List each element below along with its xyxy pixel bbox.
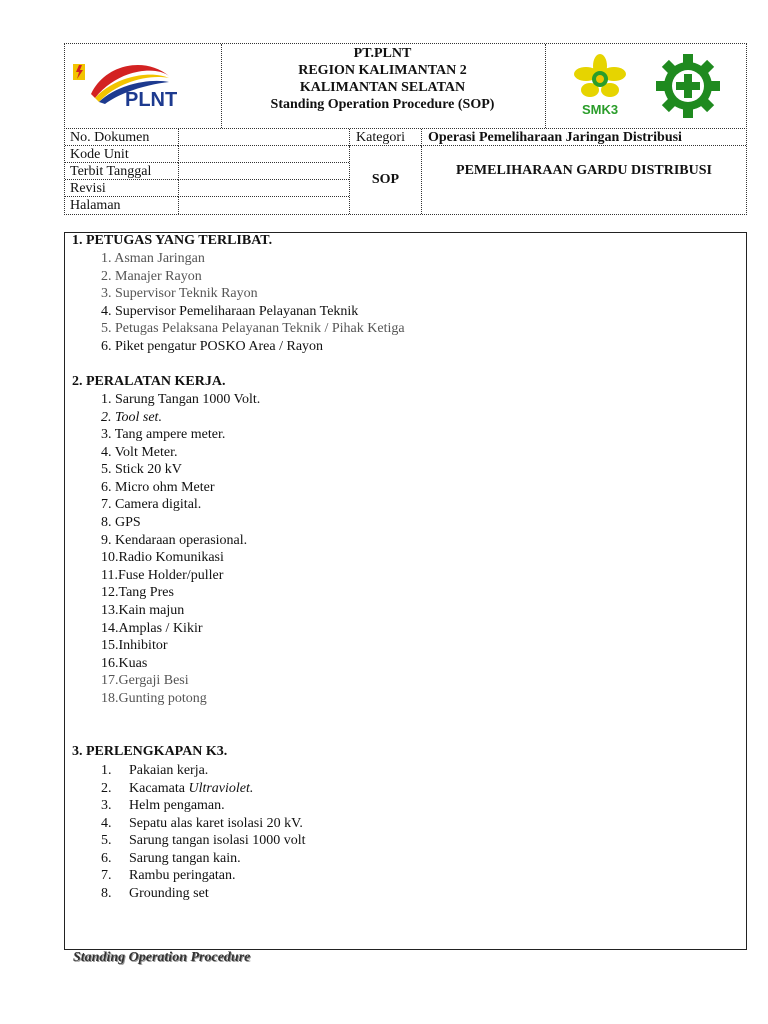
company-name: PT.PLNT	[353, 46, 412, 61]
meta-value-kode-unit	[178, 146, 349, 163]
meta-value-halaman	[178, 197, 349, 214]
list-item: 3. Supervisor Teknik Rayon	[101, 286, 258, 301]
list-item: 9. Kendaraan operasional.	[101, 533, 248, 548]
meta-value-revisi	[178, 180, 349, 197]
section-heading-petugas: 1. PETUGAS YANG TERLIBAT.	[72, 233, 273, 248]
kategori-value: Operasi Pemeliharaan Jaringan Distribusi	[421, 129, 746, 146]
list-item: 17.Gergaji Besi	[101, 673, 189, 688]
section-heading-perlengkapan-k3: 3. PERLENGKAPAN K3.	[72, 744, 228, 759]
list-item: 1. Asman Jaringan	[101, 251, 205, 266]
meta-label-halaman: Halaman	[70, 198, 121, 213]
safety-logos	[546, 44, 746, 128]
list-item: 1. Pakaian kerja.	[101, 763, 209, 778]
list-item: 5. Stick 20 kV	[101, 462, 182, 477]
list-item: 12.Tang Pres	[101, 585, 174, 600]
list-item: 6. Micro ohm Meter	[101, 480, 215, 495]
meta-value-terbit-tanggal	[178, 163, 349, 180]
list-item: 6. Piket pengatur POSKO Area / Rayon	[101, 339, 324, 354]
list-item: 6. Sarung tangan kain.	[101, 851, 241, 866]
list-item: 5. Sarung tangan isolasi 1000 volt	[101, 833, 306, 848]
meta-value-no-dokumen	[178, 129, 349, 146]
document-meta-table	[64, 128, 747, 215]
list-item: 4. Sepatu alas karet isolasi 20 kV.	[101, 816, 303, 831]
list-item: 15.Inhibitor	[101, 638, 168, 653]
section-heading-peralatan: 2. PERALATAN KERJA.	[72, 374, 226, 389]
pln-logo	[65, 44, 221, 128]
list-item: 3. Tang ampere meter.	[101, 427, 226, 442]
list-item: 7. Rambu peringatan.	[101, 868, 236, 883]
meta-label-terbit-tanggal: Terbit Tanggal	[65, 163, 178, 180]
k3-gear-cross-icon	[656, 54, 720, 118]
document-title: PEMELIHARAAN GARDU DISTRIBUSI	[421, 146, 746, 214]
list-item: 18.Gunting potong	[101, 691, 207, 706]
list-item: 5. Petugas Pelaksana Pelayanan Teknik / Pihak Ketiga	[101, 321, 405, 336]
header-title-block	[222, 44, 543, 113]
sop-content	[64, 232, 747, 950]
document-header	[64, 43, 747, 129]
meta-label-kode-unit: Kode Unit	[65, 146, 178, 163]
list-item: 3. Helm pengaman.	[101, 798, 225, 813]
list-item: 7. Camera digital.	[101, 497, 202, 512]
document-type: Standing Operation Procedure (SOP)	[270, 97, 495, 112]
list-item: 1. Sarung Tangan 1000 Volt.	[101, 392, 261, 407]
smk3-logo-icon	[574, 54, 626, 117]
smk3-logo-text: SMK3	[581, 102, 619, 117]
list-item: 8. GPS	[101, 515, 141, 530]
list-item: 2. Kacamata Ultraviolet.	[101, 781, 254, 796]
meta-label-no-dokumen: No. Dokumen	[65, 129, 178, 146]
list-item: 10.Radio Komunikasi	[101, 550, 224, 565]
list-item: 16.Kuas	[101, 656, 148, 671]
list-item: 13.Kain majun	[101, 603, 185, 618]
kategori-label: Kategori	[349, 129, 421, 146]
list-item: 14.Amplas / Kikir	[101, 621, 203, 636]
list-item: 4. Supervisor Pemeliharaan Pelayanan Teknik	[101, 304, 359, 319]
sop-label: SOP	[349, 146, 421, 214]
list-item: 2. Tool set.	[101, 410, 162, 425]
region-name: REGION KALIMANTAN 2	[298, 63, 467, 78]
list-item: 4. Volt Meter.	[101, 445, 178, 460]
list-item: 11.Fuse Holder/puller	[101, 568, 224, 583]
meta-label-revisi: Revisi	[65, 180, 178, 197]
list-item: 2. Manajer Rayon	[101, 269, 202, 284]
province-name: KALIMANTAN SELATAN	[299, 80, 466, 95]
list-item: 8. Grounding set	[101, 886, 209, 901]
logo-text: PLNT	[125, 89, 178, 111]
page-footer: Standing Operation Procedure	[73, 950, 251, 965]
